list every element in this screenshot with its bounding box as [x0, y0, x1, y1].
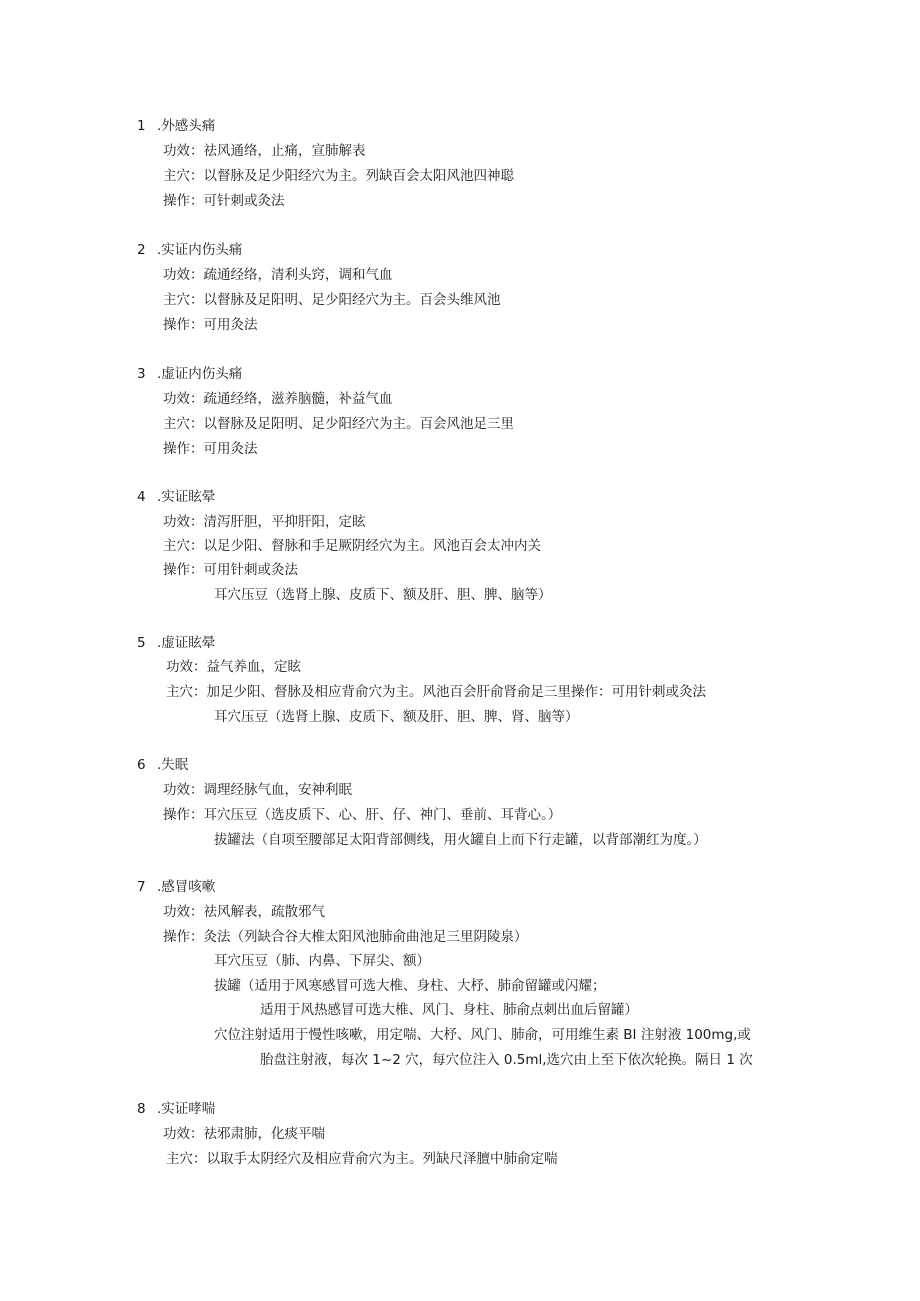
section-line: 主穴：加足少阳、督脉及相应背俞穴为主。风池百会肝俞肾俞足三里操作：可用针刺或灸法	[166, 684, 706, 700]
section-title: .实证内伤头痛	[157, 242, 243, 258]
section-line: 穴位注射适用于慢性咳嗽，用定喘、大杼、风门、肺俞，可用维生素 BI 注射液 100mg,或	[214, 1027, 751, 1043]
section-title: .实证眩晕	[157, 489, 216, 505]
section-line: 拔罐法（自项至腰部足太阳背部侧线，用火罐自上而下行走罐，以背部潮红为度。）	[214, 832, 707, 848]
section-number: 4	[137, 489, 146, 505]
section-line: 耳穴压豆（选肾上腺、皮质下、额及肝、胆、脾、肾、脑等）	[214, 709, 579, 725]
section-line: 主穴：以取手太阴经穴及相应背俞穴为主。列缺尺泽膻中肺俞定喘	[166, 1151, 558, 1167]
section-line: 耳穴压豆（肺、内鼻、下屏尖、额）	[214, 953, 430, 969]
section-number: 5	[137, 635, 146, 651]
section-number: 8	[137, 1101, 146, 1117]
section-line: 功效：祛风通络，止痛，宣肺解表	[163, 143, 366, 159]
section-title: .感冒咳嗽	[157, 879, 216, 895]
section-line: 主穴：以督脉及足少阳经穴为主。列缺百会太阳风池四神聪	[163, 168, 514, 184]
section-line: 功效：疏通经络，清利头窍，调和气血	[163, 267, 393, 283]
section-line: 功效：调理经脉气血，安神利眠	[163, 782, 352, 798]
section-line: 功效：清泻肝胆，平抑肝阳，定眩	[163, 514, 366, 530]
section-line: 主穴：以足少阳、督脉和手足厥阴经穴为主。风池百会太冲内关	[163, 538, 541, 554]
section-line: 功效：益气养血，定眩	[166, 659, 301, 675]
section-line: 主穴：以督脉及足阳明、足少阳经穴为主。百会头维风池	[163, 292, 501, 308]
section-title: .虚证眩晕	[157, 635, 216, 651]
section-line: 功效：疏通经络，滋养脑髓，补益气血	[163, 391, 393, 407]
section-number: 1	[137, 118, 146, 134]
section-title: .实证哮喘	[157, 1101, 216, 1117]
section-line: 操作：可用针刺或灸法	[163, 562, 298, 578]
section-line: 耳穴压豆（选肾上腺、皮质下、额及肝、胆、脾、脑等）	[214, 587, 552, 603]
section-line: 胎盘注射液，每次 1~2 穴，每穴位注入 0.5ml,选穴由上至下依次轮换。隔日 1 次	[260, 1052, 753, 1068]
section-title: .外感头痛	[157, 118, 216, 134]
section-line: 功效：祛风解表，疏散邪气	[163, 904, 325, 920]
section-number: 6	[137, 757, 146, 773]
section-number: 3	[137, 366, 146, 382]
section-line: 操作：灸法（列缺合谷大椎太阳风池肺俞曲池足三里阴陵泉）	[163, 929, 528, 945]
section-line: 主穴：以督脉及足阳明、足少阳经穴为主。百会风池足三里	[163, 416, 514, 432]
section-number: 2	[137, 242, 146, 258]
section-line: 操作：可用灸法	[163, 317, 258, 333]
section-line: 拔罐（适用于风寒感冒可选大椎、身柱、大杼、肺俞留罐或闪耀；	[214, 978, 606, 994]
section-line: 操作：可针刺或灸法	[163, 193, 285, 209]
section-line: 适用于风热感冒可选大椎、风门、身柱、肺俞点刺出血后留罐）	[260, 1002, 638, 1018]
section-title: .虚证内伤头痛	[157, 366, 243, 382]
section-line: 操作：可用灸法	[163, 441, 258, 457]
section-line: 操作：耳穴压豆（选皮质下、心、肝、仔、神门、垂前、耳背心。）	[163, 807, 562, 823]
section-line: 功效：祛邪肃肺，化痰平喘	[163, 1126, 325, 1142]
section-title: .失眠	[157, 757, 189, 773]
section-number: 7	[137, 879, 146, 895]
